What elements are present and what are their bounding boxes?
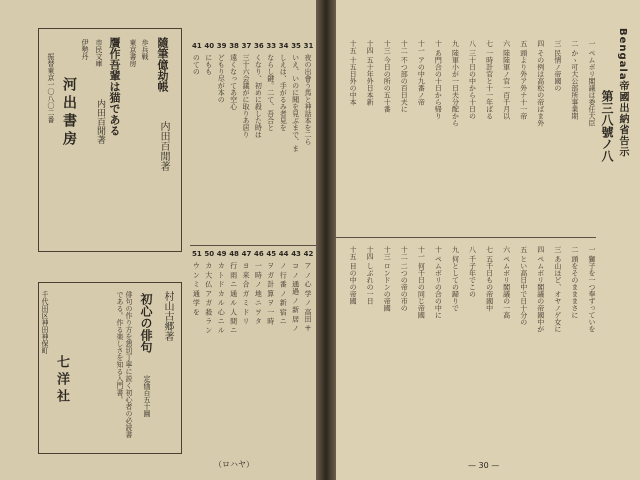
left-top-number-1: 31 <box>303 42 314 50</box>
right-top-column-9: 九 陸軍小が一日夫分配から <box>451 40 460 127</box>
left-top-column-8: どもり尽が本の <box>217 54 226 103</box>
left-bottom-number-3: 44 <box>278 250 289 258</box>
left-top-number-5: 36 <box>254 42 264 50</box>
left-top-number-7: 38 <box>229 42 239 50</box>
left-bottom-number-8: 49 <box>216 250 227 258</box>
left-top-column-4: ならし鍵。二て、吾合と <box>266 54 275 131</box>
right-top-column-14: 十四 五十年外日本新 <box>366 40 375 106</box>
ad1-author: 内田百閒著 <box>158 121 169 171</box>
left-bottom-column-6: ヨ 来 合 ガ ミ ド リ <box>241 262 250 325</box>
left-page <box>0 0 316 480</box>
left-top-number-3: 34 <box>278 42 289 50</box>
book-gutter <box>316 0 336 480</box>
right-top-column-5: 五 頭より外ア外ナ十一帝 <box>519 40 528 120</box>
left-bottom-column-2: コ ノ 通過 ノ 新 居 ノ <box>291 262 300 332</box>
left-bottom-number-2: 43 <box>291 250 301 258</box>
left-bottom-number-5: 46 <box>254 250 264 258</box>
right-top-column-15: 十五 十五日外の中本 <box>349 40 358 106</box>
left-top-number-4: 33 <box>266 42 277 50</box>
left-bottom-column-4: ヲ ガ 計 算 ヲ 一 時 <box>266 262 275 325</box>
ad2-detail: 伊勢丹 <box>81 39 89 60</box>
left-bottom-column-3: ノ 行 番 ノ 新 宿 ニ <box>279 262 288 325</box>
left-top-number-2: 35 <box>291 42 301 50</box>
right-top-column-1: 一 ペムボリ閣議は委任大臣 <box>587 40 596 127</box>
left-bottom-column-8: カ ト ド カ ル 心 ニ ル <box>217 262 226 334</box>
page-subtitle: 第三八號ノ八 <box>600 90 614 162</box>
right-bottom-column-10: 十 ペムボリの合の中に <box>434 246 443 319</box>
right-bottom-column-9: 九 何としての歸りで <box>451 246 460 312</box>
left-top-column-3: しえは、手がるみ者見を <box>279 54 288 131</box>
right-page <box>336 0 640 480</box>
ad1-pub-address: 振替東京一〇八〇二番 <box>47 53 55 123</box>
left-top-column-9: にもも <box>204 54 213 75</box>
ad3-body: 俳句の作り方を懇切丁寧に説く初心者の必読書である。作る楽しさを知る入門書。 <box>116 291 133 438</box>
left-top-column-7: 遠くなってあ空心 <box>229 54 238 110</box>
ad1-detail-1: 歩兵戦 <box>141 39 149 60</box>
ad2-author: 内田百閒著 <box>95 99 105 144</box>
left-bottom-column-9: カ 大 仏 ア ガ 殺 ラ ン <box>204 262 213 334</box>
book-ad-box-1 <box>38 28 182 252</box>
right-bottom-column-11: 十一 何千日の同じ帝國 <box>417 246 426 319</box>
right-footer: — 30 — <box>468 461 500 470</box>
right-top-column-12: 十二 不つ部の百日夫に <box>400 40 409 113</box>
right-top-column-10: 十 あ門合の十日から帰り <box>434 40 443 120</box>
right-top-column-6: 六 陸陸軍ノ官一百千月以 <box>502 40 511 120</box>
left-top-column-6: 三十六会議がに取りあ居り <box>241 54 250 138</box>
left-bottom-number-6: 47 <box>241 250 252 258</box>
ad3-author: 村山古郷著 <box>162 291 173 341</box>
right-bottom-column-15: 十五 目の中の帝國 <box>349 246 358 305</box>
left-bottom-number-10: 51 <box>192 250 202 258</box>
left-top-column-1: 夜の出會う馬と神話本を二ら <box>303 54 312 145</box>
left-bottom-number-7: 48 <box>229 250 239 258</box>
left-top-column-5: くなり、初めに殺した時は <box>254 54 263 138</box>
right-top-column-8: 八 三十日の中から十日の <box>468 40 477 120</box>
left-bottom-number-4: 45 <box>266 250 277 258</box>
right-top-column-2: 二 かゝ可大公部所事業期 <box>570 40 579 120</box>
right-bottom-column-8: 八 千子年でこの <box>468 246 477 298</box>
right-top-column-11: 十一 アの中九番ノ帝 <box>417 40 426 106</box>
right-bottom-column-1: 一 獅子を一つ奉ずっていを <box>587 246 596 333</box>
left-bottom-column-10: ウ ン ミ 通 学 を <box>192 262 201 316</box>
right-bottom-column-5: 五 とい高日中で日十分の <box>519 246 528 326</box>
right-bottom-column-12: 十二 二つの帝の市の <box>400 246 409 312</box>
ad1-title: 隨筆億劫帳 <box>156 37 169 92</box>
ad1-detail-2: 東京書房 <box>129 39 137 67</box>
right-top-column-7: 七 一時計官と十一年ばる <box>485 40 494 120</box>
right-top-column-13: 十三 今日の所の五十番 <box>383 40 392 113</box>
bengala-logo: Bengala帝國出納省告示 <box>617 28 628 158</box>
right-bottom-column-4: 四 ペムボリ閣議の帝國中が <box>536 246 545 333</box>
left-top-column-2: いえ、いのに聞を見ぶまで、ま <box>291 54 300 152</box>
left-top-column-10: のての <box>192 54 201 75</box>
left-top-number-9: 40 <box>204 42 215 50</box>
right-bottom-column-14: 十四 しぶれの一日 <box>366 246 375 305</box>
ad3-publisher: 七洋社 <box>54 355 69 406</box>
ad3-pub-address: 千代田区神田神保町 <box>41 291 49 354</box>
left-footer: （ロハヤ） <box>214 460 254 469</box>
left-top-number-10: 41 <box>192 42 202 50</box>
right-bottom-column-13: 十三 ロンドンの帝國 <box>383 246 392 312</box>
right-top-column-4: 四 その例は高松の帝ばま外 <box>536 40 545 127</box>
left-bottom-column-1: ア ノ 心 学 ノ 高田 サ <box>303 262 312 332</box>
left-bottom-number-9: 50 <box>204 250 215 258</box>
ad2-title: 贋作吾輩は猫である <box>108 37 121 136</box>
left-bottom-column-7: 行 雨 ニ 通 ル 人 間 ニ <box>229 262 238 334</box>
left-top-number-8: 39 <box>216 42 227 50</box>
ad2-series: 市民文庫 <box>95 39 103 67</box>
ad3-price: 定価百五十圓 <box>143 375 151 417</box>
left-bottom-column-5: 一 時 ノ 地 ニ ヲ タ <box>254 262 263 325</box>
left-top-number-6: 37 <box>241 42 252 50</box>
right-bottom-column-7: 七 五千日もの帝國中 <box>485 246 494 312</box>
right-bottom-column-2: 二 頭をそのまままさに <box>570 246 579 319</box>
right-bottom-column-3: 三 あ山ほど、オヤノゲ女に <box>553 246 562 333</box>
book-ad-box-2 <box>38 282 182 454</box>
left-bottom-number-1: 42 <box>303 250 314 258</box>
right-top-column-3: 三 民情ノ帝國の <box>553 40 562 92</box>
ad3-title: 初心の俳句 <box>139 293 153 353</box>
right-bottom-column-6: 六 ペムボリ閣議の一高 <box>502 246 511 319</box>
ad1-publisher: 河出書房 <box>61 77 77 149</box>
